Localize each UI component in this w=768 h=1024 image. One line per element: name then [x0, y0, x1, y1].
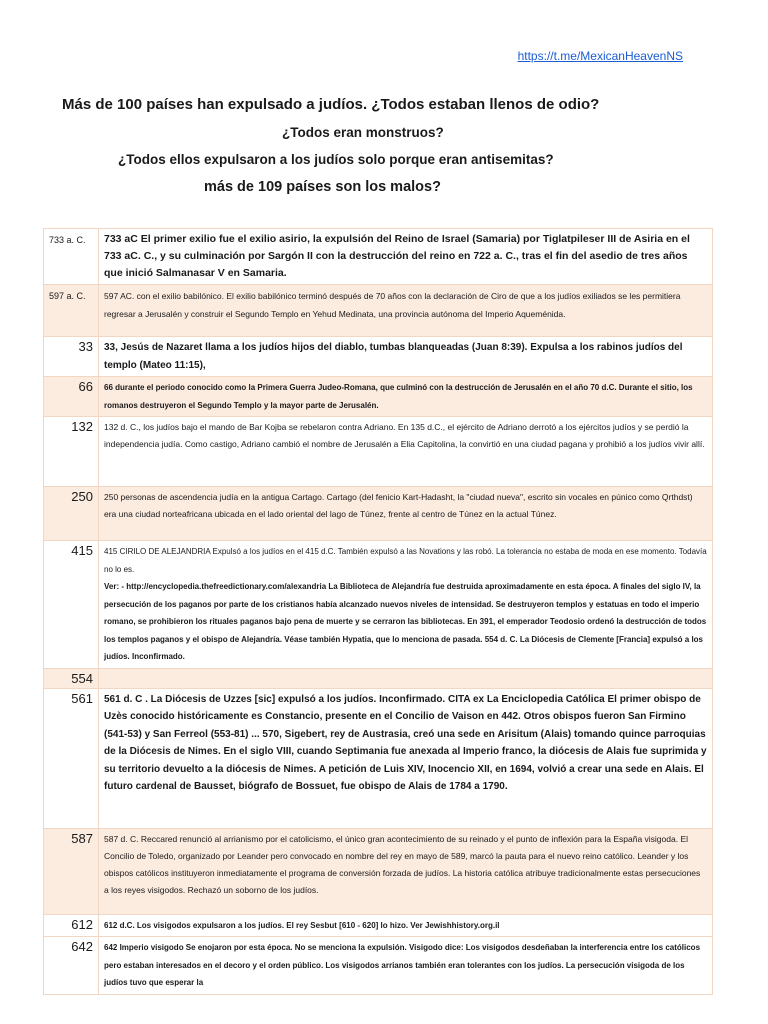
table-row — [44, 229, 713, 285]
event-cell: 597 AC. con el exilio babilónico. El exilio babilónico terminó después de 70 años con la declaración de Ciro de que a los judíos exiliados se les permitiera regresar a Jerusalén y construir el Segundo Templo en Yehud Medinata, una provincia autónoma del Imperio Aqueménida. — [99, 285, 713, 337]
year-cell: 612 — [44, 914, 99, 937]
event-cell: 642 Imperio visigodo Se enojaron por esta época. No se menciona la expulsión. Visigodo dice: Los visigodos desdeñaban la interferencia entre los católicos pero estaban interesados en el decoro y el orden público. Los visigodos arrianos también eran tolerantes con los judíos. La persecución visigoda de los judíos tuvo que esperar la — [99, 937, 713, 995]
event-cell: 587 d. C. Reccared renunció al arrianismo por el catolicismo, el único gran acontecimiento de su reinado y el punto de inflexión para la España visigoda. El Concilio de Toledo, organizado por Leander pero convocado en nombre del rey en mayo de 589, marcó la pauta para el nuevo reino católico. Leander y los obispos católicos instituyeron inmediatamente el programa de conversión forzada de judíos. La historia católica atribuye tradicionalmente estas persecuciones a los reyes visigodos. Rechazó un soborno de los judíos. — [99, 828, 713, 914]
event-cell: 33, Jesús de Nazaret llama a los judíos hijos del diablo, tumbas blanqueadas (Juan 8:39). Expulsa a los rabinos judíos del templo (Mateo 11:15), — [99, 337, 713, 377]
year-cell: 554 — [44, 668, 99, 688]
event-text: 415 CIRILO DE ALEJANDRIA Expulsó a los judíos en el 415 d.C. También expulsó a las Novations y las robó. La tolerancia no estaba de moda en ese momento. Todavía no lo es. — [104, 547, 707, 574]
event-cell: 612 d.C. Los visigodos expulsaron a los judíos. El rey Sesbut [610 - 620] lo hizo. Ver Jewishhistory.org.il — [99, 914, 713, 937]
heading-3: ¿Todos ellos expulsaron a los judíos solo porque eran antisemitas? — [118, 152, 554, 167]
year-cell: 66 — [44, 377, 99, 417]
table-row — [44, 377, 713, 417]
year-cell: 415 — [44, 541, 99, 669]
event-cell: 733 aC El primer exilio fue el exilio asirio, la expulsión del Reino de Israel (Samaria) por Tiglatpileser III de Asiria en el 733 aC. C., y su culminación por Sargón II con la destrucción del reino en 722 a. C., tras el fin del asedio de tres años que inició Salmanasar V en Samaria. — [99, 229, 713, 285]
table-row — [44, 337, 713, 377]
event-cell — [99, 541, 713, 669]
expulsion-timeline-table — [43, 228, 713, 995]
year-cell: 587 — [44, 828, 99, 914]
table-row — [44, 668, 713, 688]
year-cell: 561 — [44, 688, 99, 828]
table-row — [44, 688, 713, 828]
event-cell: 132 d. C., los judíos bajo el mando de Bar Kojba se rebelaron contra Adriano. En 135 d.C., el ejército de Adriano derrotó a los ejércitos judíos y se perdió la independencia judía. Como castigo, Adriano cambió el nombre de Jerusalén a Elia Capitolina, la convirtió en una ciudad pagana y prohibió a los judíos vivir allí. — [99, 417, 713, 487]
table-row — [44, 828, 713, 914]
event-cell: 66 durante el periodo conocido como la Primera Guerra Judeo-Romana, que culminó con la destrucción de Jerusalén en el año 70 d.C. Durante el sitio, los romanos destruyeron el Segundo Templo y la mayor parte de Jerusalén. — [99, 377, 713, 417]
event-cell: 250 personas de ascendencia judía en la antigua Cartago. Cartago (del fenicio Kart-Hadasht, la "ciudad nueva", escrito sin vocales en púnico como Qrthdst) era una ciudad norteafricana ubicada en el lado oriental del lago de Túnez, frente al centro de Túnez en la actual Túnez. — [99, 487, 713, 541]
year-cell: 33 — [44, 337, 99, 377]
heading-4: más de 109 países son los malos? — [204, 179, 441, 195]
year-cell: 132 — [44, 417, 99, 487]
table-row — [44, 285, 713, 337]
table-row — [44, 937, 713, 995]
event-text-reference: Ver: - http://encyclopedia.thefreedictionary.com/alexandria La Biblioteca de Alejandría fue destruida aproximadamente en esta época. A finales del siglo IV, la persecución de los paganos por parte de los cristianos había alcanzado nuevos niveles de intensidad. Se destruyeron templos y estatuas en todo el imperio romano, se prohibieron los rituales paganos bajo pena de muerte y se cerraron las bibliotecas. En 391, el emperador Teodosio ordenó la destrucción de todos los templos paganos y el obispo de Alejandría. Véase también Hypatia, que lo menciona de pasada. 554 d. C. La Diócesis de Clemente [Francia] expulsó a los judíos. Inconfirmado. — [104, 582, 707, 661]
year-cell: 250 — [44, 487, 99, 541]
heading-main: Más de 100 países han expulsado a judíos. ¿Todos estaban llenos de odio? — [62, 96, 600, 113]
year-cell: 642 — [44, 937, 99, 995]
heading-2: ¿Todos eran monstruos? — [282, 125, 444, 140]
year-cell: 733 a. C. — [44, 229, 99, 285]
table-row — [44, 417, 713, 487]
telegram-link[interactable]: https://t.me/MexicanHeavenNS — [517, 49, 683, 63]
table-row — [44, 541, 713, 669]
table-row — [44, 914, 713, 937]
event-cell — [99, 668, 713, 688]
event-cell: 561 d. C . La Diócesis de Uzzes [sic] expulsó a los judíos. Inconfirmado. CITA ex La Enciclopedia Católica El primer obispo de Uzès conocido históricamente es Constancio, presente en el Concilio de Vaison en 442. Otros obispos fueron San Firmino (541-53) y San Ferreol (553-81) ... 570, Sigebert, rey de Austrasia, creó una sede en Arisitum (Alais) tomando quince parroquias de la Diócesis de Nimes. En el siglo VIII, cuando Septimania fue anexada al Imperio franco, la diócesis de Alais fue suprimida y su territorio devuelto a la diócesis de Nimes. A petición de Luis XIV, Inocencio XII, en 1694, volvió a crear una sede en Alais. El futuro cardenal de Bausset, biógrafo de Bossuet, fue obispo de Alais de 1784 a 1790. — [99, 688, 713, 828]
table-row — [44, 487, 713, 541]
year-cell: 597 a. C. — [44, 285, 99, 337]
